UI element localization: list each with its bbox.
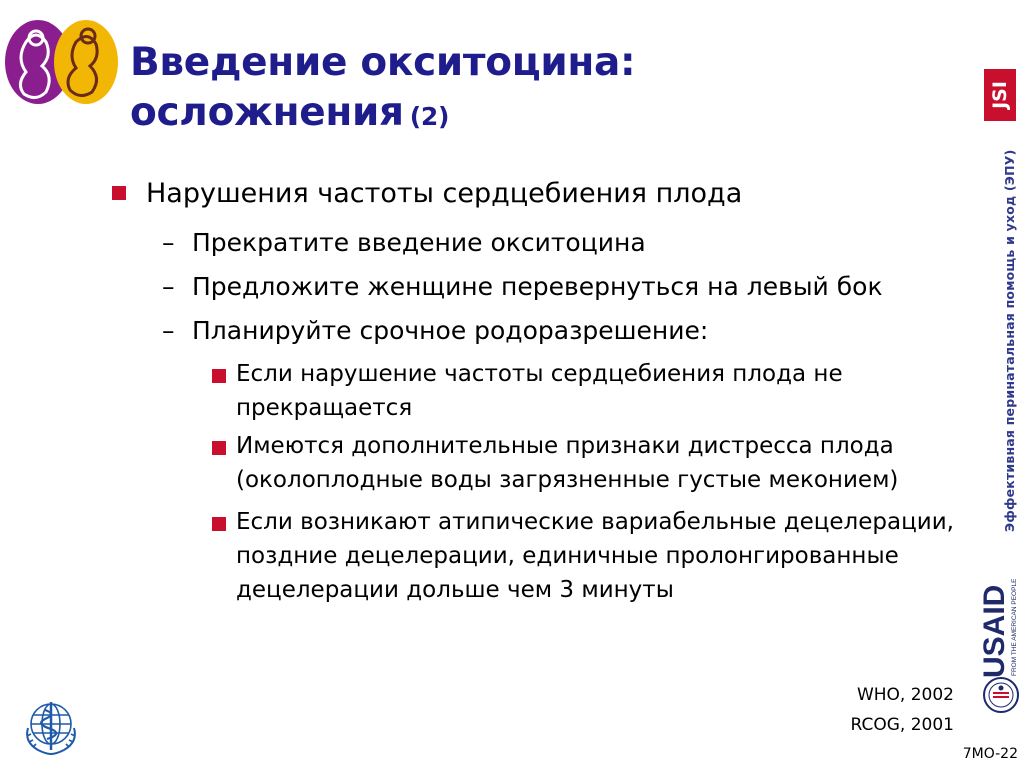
usaid-logo bbox=[978, 578, 1020, 680]
sub-bullet-square-icon bbox=[212, 369, 226, 383]
jsi-logo bbox=[984, 69, 1016, 121]
sub-item-1: Если нарушение частоты сердцебиения плода не прекращается bbox=[236, 361, 843, 421]
sub-item-3: Если возникают атипические вариабельные децелерации, поздние децелерации, единичные пролонгированные децелерации дольше чем 3 минуты bbox=[236, 509, 954, 603]
sub-bullet-square-icon bbox=[212, 517, 226, 531]
dash-icon: – bbox=[162, 316, 175, 345]
usaid-logo-text: USAID bbox=[978, 584, 1011, 678]
dash-icon: – bbox=[162, 228, 175, 257]
dash-item-2: Предложите женщине перевернуться на левый бок bbox=[192, 272, 883, 301]
sub-item-2: Имеются дополнительные признаки дистресса плода (околоплодные воды загрязненные густые меконием) bbox=[236, 433, 899, 493]
usaid-seal-icon bbox=[982, 676, 1020, 714]
reference-rcog: RCOG, 2001 bbox=[850, 715, 954, 735]
title-part-number: (2) bbox=[409, 102, 450, 131]
title-line-2: осложнения bbox=[130, 90, 404, 135]
slide-code: 7MO-22 bbox=[962, 746, 1018, 762]
sub-bullet-square-icon bbox=[212, 441, 226, 455]
dash-item-1: Прекратите введение окситоцина bbox=[192, 228, 646, 257]
jsi-logo-text: JSI bbox=[988, 81, 1011, 109]
bullet-square-icon bbox=[112, 186, 126, 200]
sidebar-vertical-text: Эффективная перинатальная помощь и уход (ЭПУ) bbox=[1002, 149, 1017, 532]
usaid-tagline: FROM THE AMERICAN PEOPLE bbox=[1011, 578, 1018, 676]
title-line-1: Введение окситоцина: bbox=[130, 40, 636, 85]
reference-who: WHO, 2002 bbox=[856, 685, 954, 705]
dash-item-3: Планируйте срочное родоразрешение: bbox=[192, 316, 709, 345]
who-emblem-icon bbox=[18, 694, 84, 760]
dash-icon: – bbox=[162, 272, 175, 301]
main-bullet-text: Нарушения частоты сердцебиения плода bbox=[146, 178, 743, 209]
